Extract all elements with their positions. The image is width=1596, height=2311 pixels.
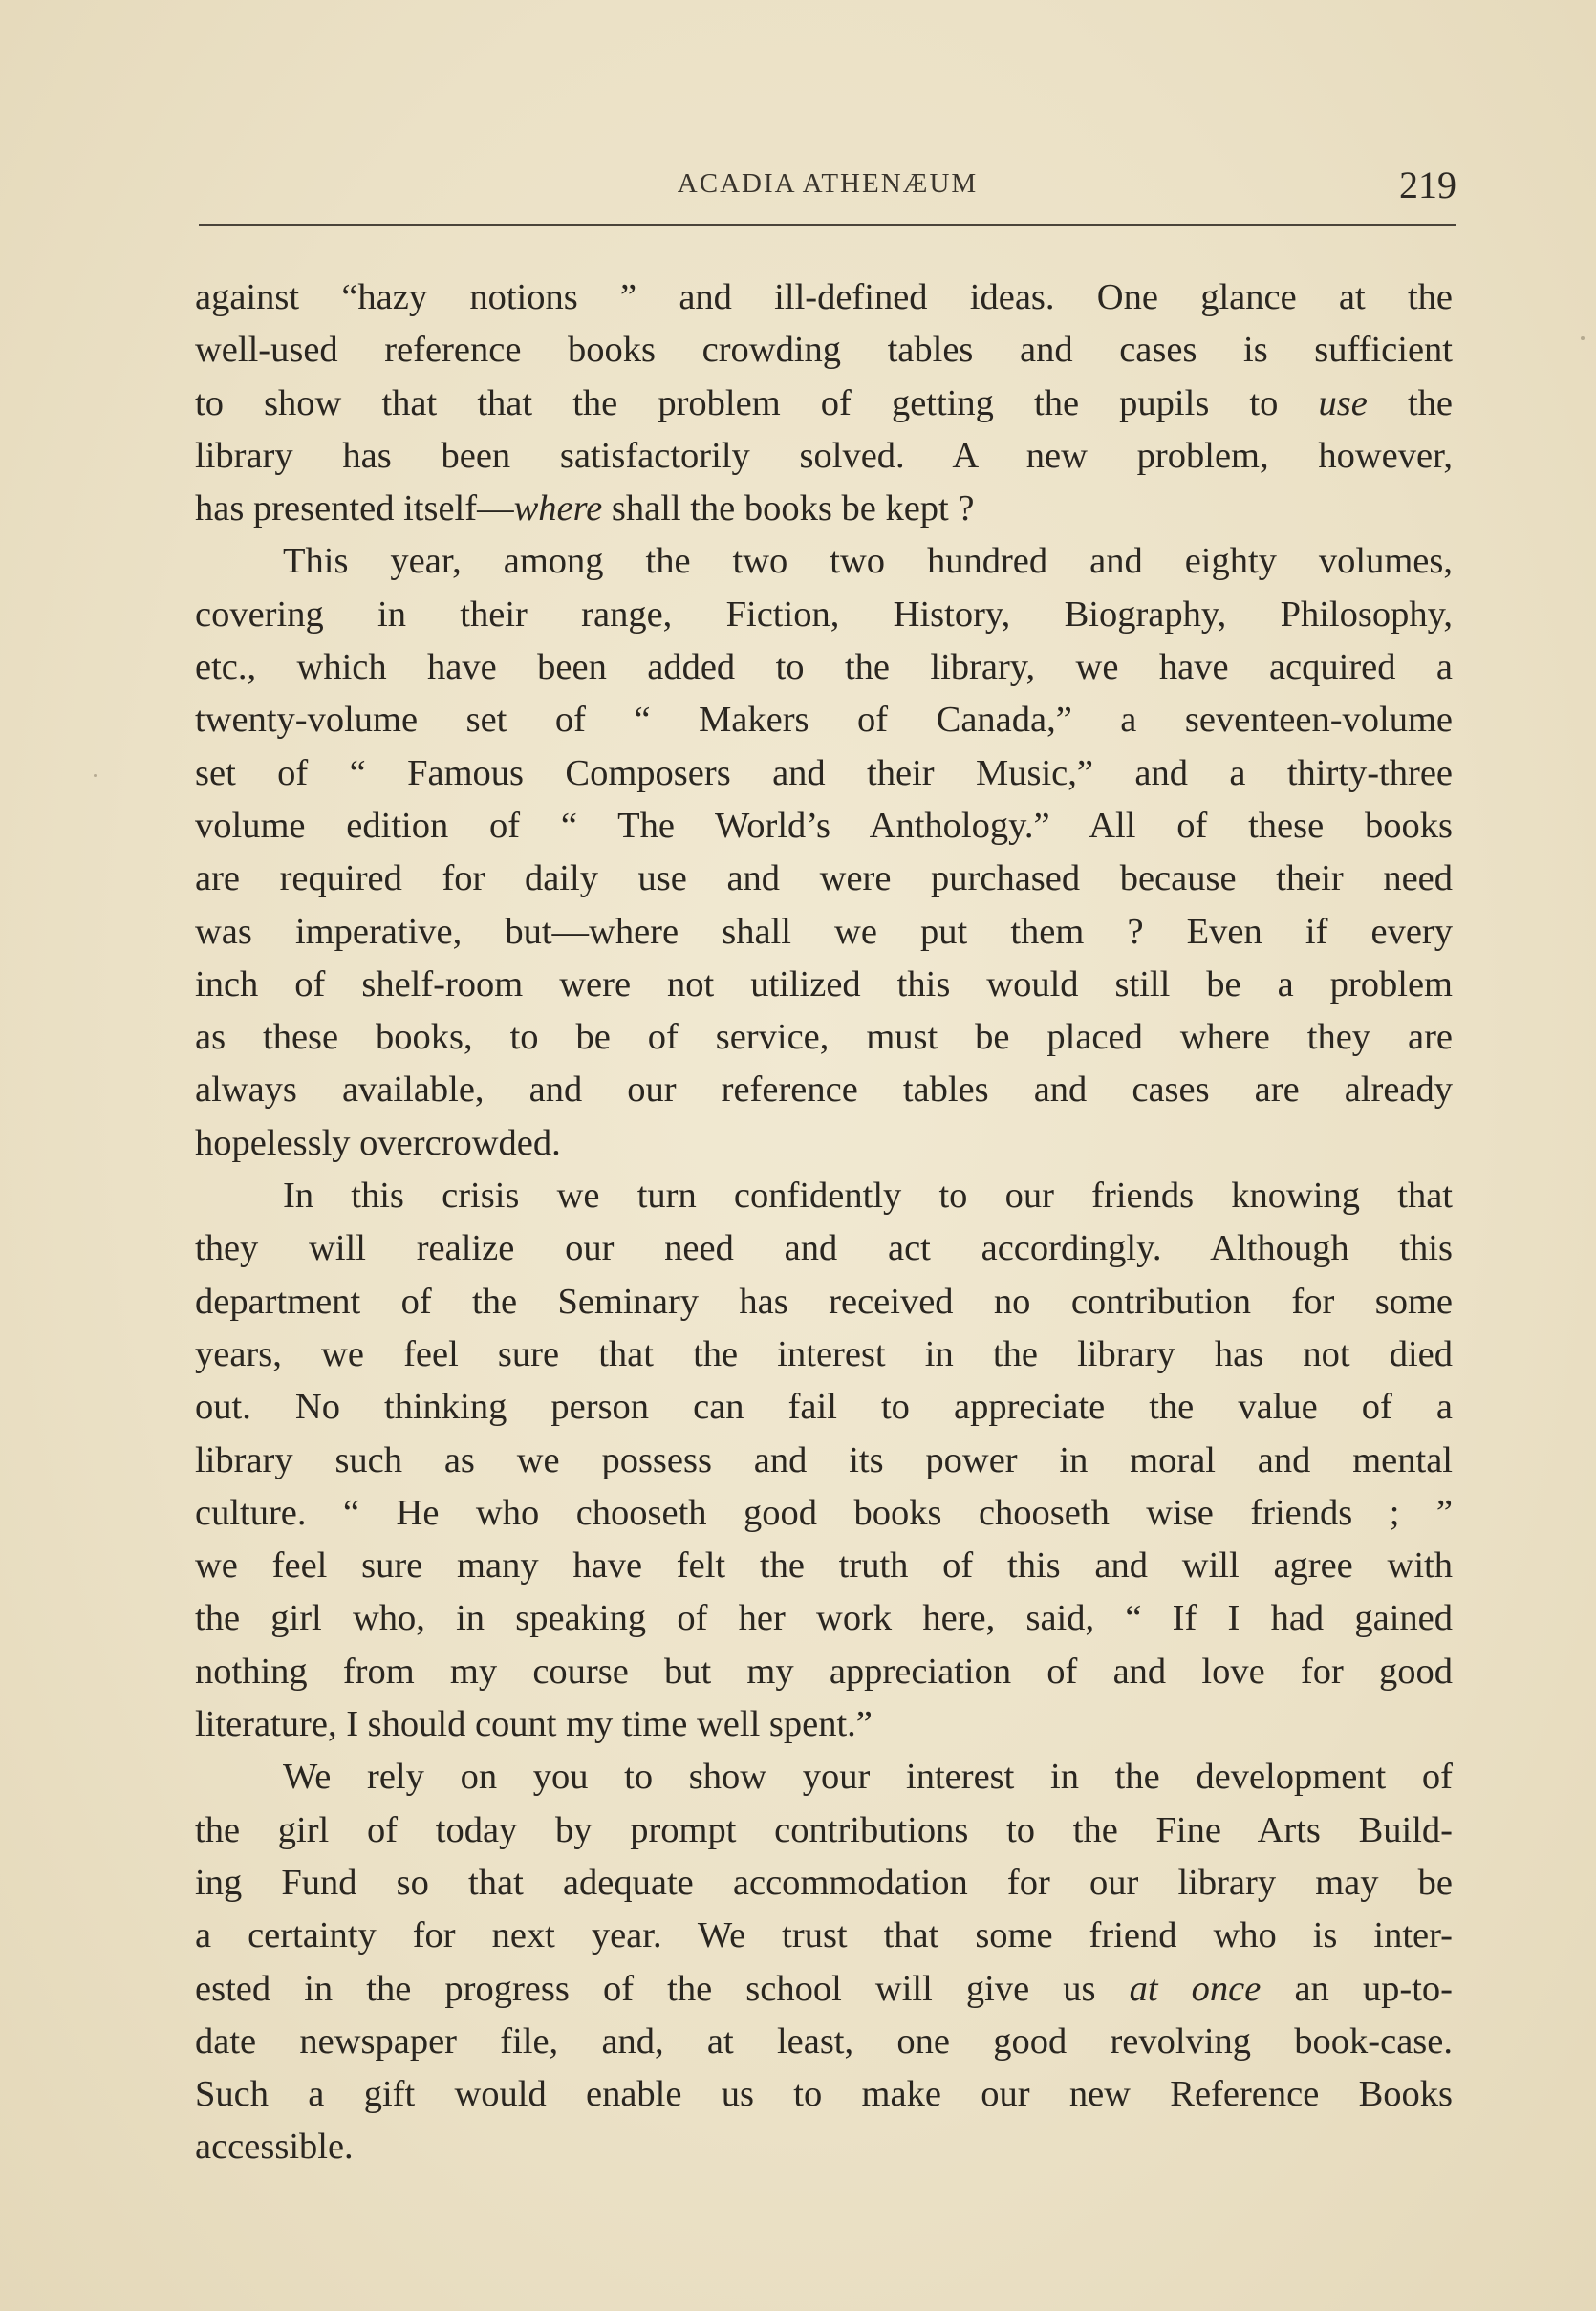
text-line <box>195 800 1453 853</box>
text-line-run: literature, I should count my time well spent.” <box>195 1704 873 1745</box>
text-line <box>195 1540 1453 1592</box>
text-line <box>195 1804 1453 1857</box>
text-line-run: always available, and our reference tables and cases are already <box>195 1069 1453 1111</box>
paper-speck <box>94 774 97 777</box>
header-rule <box>199 224 1456 226</box>
text-line-run: we feel sure many have felt the truth of this and will agree with <box>195 1545 1453 1587</box>
text-line <box>195 1698 1453 1751</box>
text-line-run: department of the Seminary has received no contribution for some <box>195 1281 1453 1322</box>
text-line-run: twenty-volume set of “ Makers of Canada,” a seventeen-volume <box>195 700 1453 741</box>
text-line-run: against “hazy notions ” and ill-defined ideas. One glance at the <box>195 277 1453 317</box>
page-header <box>199 161 1456 208</box>
text-line <box>195 1910 1453 1962</box>
text-line <box>195 1487 1453 1540</box>
text-line-run: date newspaper file, and, at least, one good revolving book-case. <box>195 2020 1453 2062</box>
text-line-run: In this crisis we turn confidently to our friends knowing that <box>283 1176 1453 1217</box>
text-line <box>195 1011 1453 1064</box>
text-line-run: shall the books be kept ? <box>602 488 975 529</box>
paper-speck <box>1581 336 1585 340</box>
text-line <box>195 1751 1453 1803</box>
text-line <box>195 1117 1453 1170</box>
text-line <box>195 1963 1453 2016</box>
text-line-run: library such as we possess and its power in moral and mental <box>195 1439 1453 1480</box>
text-line <box>195 641 1453 694</box>
text-line-run: are required for daily use and were purchased because their need <box>195 858 1453 899</box>
text-line <box>195 271 1453 324</box>
text-line <box>195 378 1453 430</box>
text-line-run: ested in the progress of the school will give us <box>195 1968 1130 2009</box>
text-line <box>195 959 1453 1011</box>
running-title: ACADIA ATHENÆUM <box>677 168 979 199</box>
text-line-run: Such a gift would enable us to make our new Reference Books <box>195 2074 1453 2115</box>
text-line-run: covering in their range, Fiction, History, Biography, Philosophy, <box>195 594 1453 635</box>
text-line <box>195 430 1453 483</box>
text-line-run: We rely on you to show your interest in the development of <box>283 1757 1453 1798</box>
text-line <box>195 747 1453 800</box>
text-line-run: a certainty for next year. We trust that some friend who is inter- <box>195 1915 1453 1956</box>
text-line-run: set of “ Famous Composers and their Music,” and a thirty-three <box>195 752 1453 793</box>
text-line <box>195 2068 1453 2121</box>
text-line-run: accessible. <box>195 2127 354 2168</box>
text-line <box>195 2016 1453 2068</box>
text-line-run: well-used reference books crowding tables and cases is sufficient <box>195 330 1453 371</box>
italic-emphasis: use <box>1318 382 1368 423</box>
text-line <box>195 1222 1453 1275</box>
text-line <box>195 1592 1453 1645</box>
text-line <box>195 1435 1453 1487</box>
text-line <box>195 483 1453 535</box>
text-line <box>195 1064 1453 1116</box>
text-line-run: etc., which have been added to the library, we have acquired a <box>195 647 1453 688</box>
text-line-run: nothing from my course but my appreciation of and love for good <box>195 1651 1453 1692</box>
text-line <box>195 589 1453 641</box>
text-line-run: inch of shelf-room were not utilized this would still be a problem <box>195 963 1453 1004</box>
text-line <box>195 324 1453 377</box>
text-line-run: out. No thinking person can fail to appreciate the value of a <box>195 1387 1453 1428</box>
text-line-run: library has been satisfactorily solved. A new problem, however, <box>195 435 1453 476</box>
text-line <box>195 1381 1453 1434</box>
body-text <box>195 271 1453 2174</box>
text-line <box>195 853 1453 905</box>
text-line-run: an up-to- <box>1261 1968 1453 2009</box>
text-line <box>195 535 1453 588</box>
text-line-run: as these books, to be of service, must be placed where they are <box>195 1017 1453 1058</box>
text-line <box>195 1170 1453 1222</box>
text-line-run: years, we feel sure that the interest in the library has not died <box>195 1333 1453 1374</box>
text-line-run: has presented itself— <box>195 488 514 529</box>
italic-emphasis: where <box>513 488 603 529</box>
page-number: 219 <box>1399 163 1456 206</box>
text-line <box>195 1276 1453 1328</box>
text-line <box>195 1646 1453 1698</box>
text-line-run: was imperative, but—where shall we put them ? Even if every <box>195 911 1453 952</box>
text-line <box>195 2121 1453 2173</box>
text-line-run: to show that that the problem of getting the pupils to <box>195 382 1319 423</box>
text-line-run: they will realize our need and act accordingly. Although this <box>195 1228 1453 1269</box>
text-line-run: hopelessly overcrowded. <box>195 1122 561 1163</box>
text-line <box>195 1857 1453 1910</box>
text-line-run: This year, among the two two hundred and eighty volumes, <box>283 541 1453 582</box>
text-line <box>195 1328 1453 1381</box>
text-line-run: the <box>1367 382 1453 423</box>
text-line <box>195 694 1453 746</box>
text-line <box>195 906 1453 959</box>
text-line-run: the girl who, in speaking of her work here, said, “ If I had gained <box>195 1598 1453 1639</box>
text-line-run: the girl of today by prompt contributions to the Fine Arts Build- <box>195 1809 1453 1850</box>
text-line-run: culture. “ He who chooseth good books chooseth wise friends ; ” <box>195 1492 1453 1533</box>
text-line-run: ing Fund so that adequate accommodation for our library may be <box>195 1862 1453 1903</box>
text-line-run: volume edition of “ The World’s Anthology.” All of these books <box>195 805 1453 846</box>
italic-emphasis: at once <box>1129 1968 1262 2009</box>
